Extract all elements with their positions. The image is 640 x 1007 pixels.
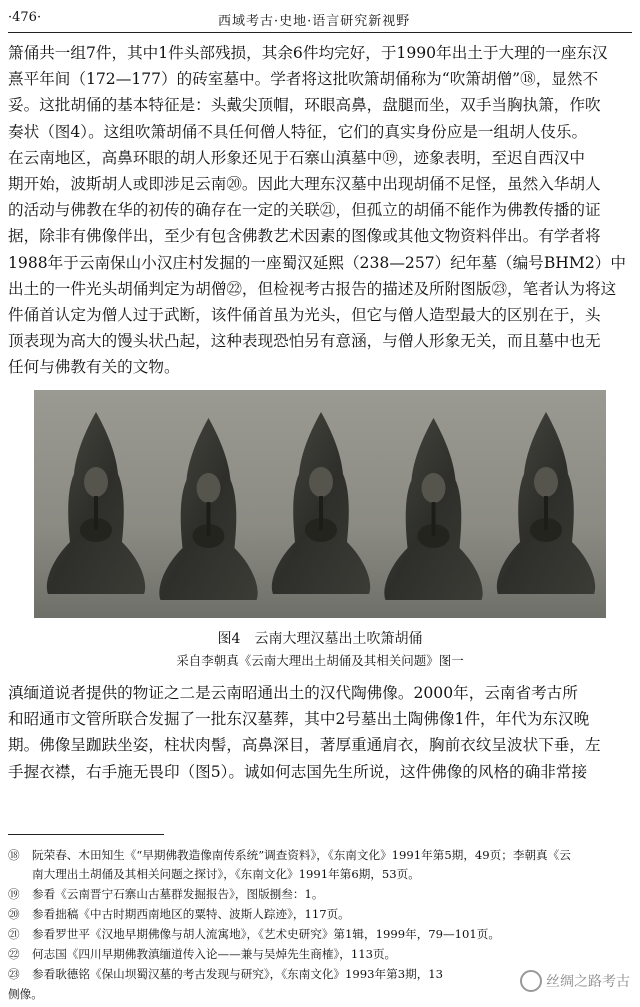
- text-line: 期开始，波斯胡人或即涉足云南⑳。因此大理东汉墓中出现胡俑不足怪，虽然入华胡人: [8, 175, 601, 194]
- text-line: 滇缅道说者提供的物证之二是云南昭通出土的汉代陶佛像。2000年，云南省考古所: [8, 684, 578, 702]
- running-title: 西域考古·史地·语言研究新视野: [218, 14, 411, 29]
- footnote-number: ㉓: [8, 967, 20, 981]
- text-line: 出土的一件光头胡俑判定为胡僧㉒，但检视考古报告的描述及所附图版㉓，笔者认为将这: [8, 279, 617, 298]
- footnote-number: ㉒: [8, 947, 20, 961]
- text-line: 期。佛像呈跏趺坐姿，柱状肉髻，高鼻深目，著厚重通肩衣，胸前衣纹呈波状下垂，左: [8, 736, 601, 755]
- figure-caption: 图4 云南大理汉墓出土吹箫胡俑: [217, 631, 423, 647]
- footnote-99: [8, 885, 632, 904]
- footnote-100: [8, 905, 632, 924]
- text-line: 箫俑共一组7件，其中1件头部残损，其余6件均完好，于1990年出土于大理的一座东汉: [8, 44, 608, 62]
- watermark: [520, 970, 630, 992]
- text-line: 1988年于云南保山小汉庄村发掘的一座蜀汉延熙（238—257）纪年墓（编号BHM2）中: [8, 253, 626, 272]
- footnote-number: ⑳: [8, 907, 20, 921]
- paragraph-2: [8, 680, 632, 785]
- header-rule: [8, 32, 632, 33]
- page-number: ·476·: [8, 10, 42, 25]
- footnote-text: 参看拙稿《中古时期西南地区的粟特、波斯人踪迹》，117页。: [32, 907, 350, 921]
- footnote-103: [8, 965, 468, 984]
- text-line: 奏状（图4）。这组吹箫胡俑不具任何僧人特征，它们的真实身份应是一组胡人伎乐。: [8, 122, 588, 141]
- footnote-number: ㉑: [8, 927, 20, 941]
- footnote-98-cont: [8, 865, 632, 884]
- figure-4-photo: [34, 390, 606, 618]
- text-line: 据，除非有佛像伴出，至少有包含佛教艺术因素的图像或其他文物资料伴出。有学者将: [8, 227, 601, 246]
- footnote-101: [8, 925, 632, 944]
- footnote-number: ⑱: [8, 848, 20, 862]
- footnote-number: ⑲: [8, 887, 20, 901]
- footnote-98: [8, 846, 632, 865]
- footnote-text: 何志国《四川早期佛教滇缅道传入论——兼与吴焯先生商榷》，113页。: [32, 947, 397, 961]
- text-line: 件俑首认定为僧人过于武断，该件俑首虽为光头，但它与僧人造型最大的区别在于，头: [8, 306, 601, 325]
- text-line: 熹平年间（172—177）的砖室墓中。学者将这批吹箫胡俑称为“吹箫胡僧”⑱，显然不: [8, 70, 599, 89]
- text-line: 手握衣襟，右手施无畏印（图5）。诚如何志国先生所说，这件佛像的风格的确非常接: [8, 762, 588, 781]
- figure-source: 采自李朝真《云南大理出土胡俑及其相关问题》图一: [176, 653, 464, 668]
- footnote-text: 侧像。: [8, 987, 43, 1001]
- text-line: 任何与佛教有关的文物。: [8, 358, 180, 377]
- footnote-text: 参看罗世平《汉地早期佛像与胡人流寓地》，《艺术史研究》第1辑，1999年，79—101页。: [32, 927, 500, 941]
- footnote-rule: [8, 834, 164, 835]
- text-line: 在云南地区，高鼻环眼的胡人形象还见于石寨山滇墓中⑲，迹象表明，至迟自西汉中: [8, 148, 585, 167]
- paragraph-1: [8, 40, 632, 381]
- text-line: 和昭通市文管所联合发掘了一批东汉墓葬，其中2号墓出土陶佛像1件，年代为东汉晚: [8, 710, 590, 729]
- footnote-text: 参看耿德铭《保山坝蜀汉墓的考古发现与研究》，《东南文化》1993年第3期，13: [32, 967, 444, 981]
- text-line: 顶表现为高大的馒头状凸起，这种表现恐怕另有意涵，与僧人形象无关，而且墓中也无: [8, 332, 601, 351]
- page-header: [8, 8, 632, 30]
- footnote-text: 参看《云南晋宁石寨山古墓群发掘报告》，图版捌叁：1。: [32, 887, 324, 901]
- text-line: 的活动与佛教在华的初传的确存在一定的关联㉑，但孤立的胡俑不能作为佛教传播的证: [8, 201, 601, 220]
- text-line: 妥。这批胡俑的基本特征是：头戴尖顶帽，环眼高鼻，盘腿而坐，双手当胸执箫，作吹: [8, 96, 601, 115]
- footnote-text: 阮荣春、木田知生《“早期佛教造像南传系统”调查资料》，《东南文化》1991年第5期，49页；李朝真《云: [32, 848, 571, 862]
- watermark-text: 丝绸之路考古: [546, 974, 630, 990]
- footnote-102: [8, 945, 632, 964]
- figurines-illustration: [34, 390, 606, 618]
- wechat-logo-icon: [520, 970, 542, 992]
- footnote-text: 南大理出土胡俑及其相关问题之探讨》，《东南文化》1991年第6期，53页。: [32, 867, 420, 881]
